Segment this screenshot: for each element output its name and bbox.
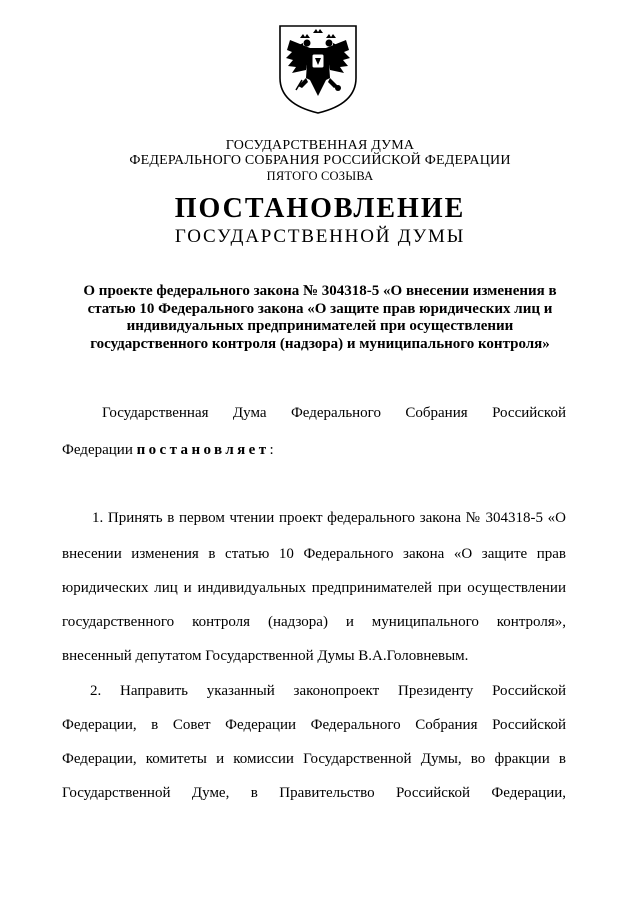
document-subject: О проекте федерального закона № 304318-5 «О внесении изменения в статью 10 Федерального закона «О защите прав юридических лиц и индивидуальных предпринимателей при осуществлении государственного контроля (надзора) и муниципального контроля» bbox=[83, 283, 557, 352]
preamble-text: Федерации bbox=[62, 442, 137, 458]
issuer-line-2: ФЕДЕРАЛЬНОГО СОБРАНИЯ РОССИЙСКОЙ ФЕДЕРАЦИИ bbox=[129, 153, 511, 168]
paragraph-2-line-4: Государственной Думе, в Правительство Российской Федерации, bbox=[62, 785, 566, 801]
document-title: ПОСТАНОВЛЕНИЕ bbox=[174, 193, 466, 224]
preamble-line-1: Государственная Дума Федерального Собрания Российской bbox=[102, 405, 566, 421]
paragraph-1-line-5: внесенный депутатом Государственной Думы В.А.Головневым. bbox=[62, 648, 469, 664]
paragraph-1-line-3: юридических лиц и индивидуальных предпринимателей при осуществлении bbox=[62, 580, 566, 596]
document-subtitle: ГОСУДАРСТВЕННОЙ ДУМЫ bbox=[174, 226, 466, 247]
preamble-line-2 bbox=[62, 441, 566, 459]
paragraph-2-line-3: Федерации, комитеты и комиссии Государственной Думы, во фракции в bbox=[62, 751, 566, 767]
paragraph-1-line-4: государственного контроля (надзора) и муниципального контроля», bbox=[62, 614, 566, 630]
paragraph-2-line-2: Федерации, в Совет Федерации Федерального Собрания Российской bbox=[62, 717, 566, 733]
issuer-line-1: ГОСУДАРСТВЕННАЯ ДУМА bbox=[225, 138, 415, 153]
paragraph-1-line-1: 1. Принять в первом чтении проект федерального закона № 304318-5 «О bbox=[92, 510, 566, 526]
paragraph-2-line-1: 2. Направить указанный законопроект Президенту Российской bbox=[90, 683, 566, 699]
preamble-colon: : bbox=[269, 442, 274, 458]
preamble-verb: постановляет bbox=[136, 442, 270, 458]
paragraph-1-line-2: внесении изменения в статью 10 Федерального закона «О защите прав bbox=[62, 546, 566, 562]
coat-of-arms-emblem bbox=[272, 20, 364, 116]
convocation: ПЯТОГО СОЗЫВА bbox=[266, 169, 374, 183]
